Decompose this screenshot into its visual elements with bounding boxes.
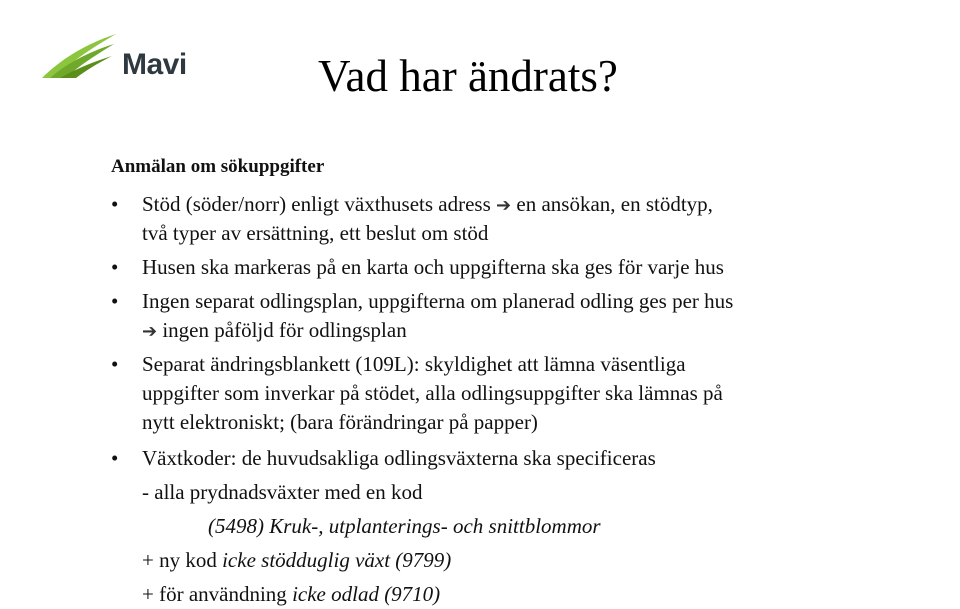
- bullet-2-line-1: Husen ska markeras på en karta och uppgifterna ska ges för varje hus: [142, 255, 724, 279]
- bullet-3-line-1: Ingen separat odlingsplan, uppgifterna om planerad odling ges per hus: [142, 289, 734, 313]
- extra-line-2: (5498) Kruk-, utplanterings- och snittblommor: [208, 514, 601, 538]
- bullet-1-line-2: två typer av ersättning, ett beslut om stöd: [142, 221, 489, 245]
- extra-line-3: + ny kod icke stödduglig växt (9799): [142, 548, 452, 572]
- bullet-dot-icon: •: [111, 192, 119, 216]
- bullet-4-line-1: Separat ändringsblankett (109L): skyldighet att lämna väsentliga: [142, 352, 686, 376]
- bullet-1-line-1: Stöd (söder/norr) enligt växthusets adress ➔ en ansökan, en stödtyp,: [142, 192, 713, 216]
- bullet-5-line-1: Växtkoder: de huvudsakliga odlingsväxterna ska specificeras: [142, 446, 656, 470]
- extra-line-1: - alla prydnadsväxter med en kod: [142, 480, 423, 504]
- section-heading: Anmälan om sökuppgifter: [111, 156, 325, 177]
- bullet-dot-icon: •: [111, 255, 119, 279]
- bullet-4-line-3: nytt elektroniskt; (bara förändringar på papper): [142, 410, 538, 434]
- bullet-dot-icon: •: [111, 289, 119, 313]
- page-title: Vad har ändrats?: [318, 51, 618, 101]
- bullet-3-line-2: ➔ ingen påföljd för odlingsplan: [142, 318, 407, 342]
- bullet-dot-icon: •: [111, 446, 119, 470]
- right-arrow-icon: ➔: [496, 195, 512, 216]
- bullet-dot-icon: •: [111, 352, 119, 376]
- bullet-4-line-2: uppgifter som inverkar på stödet, alla odlingsuppgifter ska lämnas på: [142, 381, 723, 405]
- extra-line-4: + för användning icke odlad (9710): [142, 582, 441, 606]
- logo-text: Mavi: [122, 48, 187, 81]
- right-arrow-icon: ➔: [142, 321, 158, 342]
- mavi-logo: [40, 30, 190, 82]
- leaf-swoosh-icon: [40, 30, 120, 82]
